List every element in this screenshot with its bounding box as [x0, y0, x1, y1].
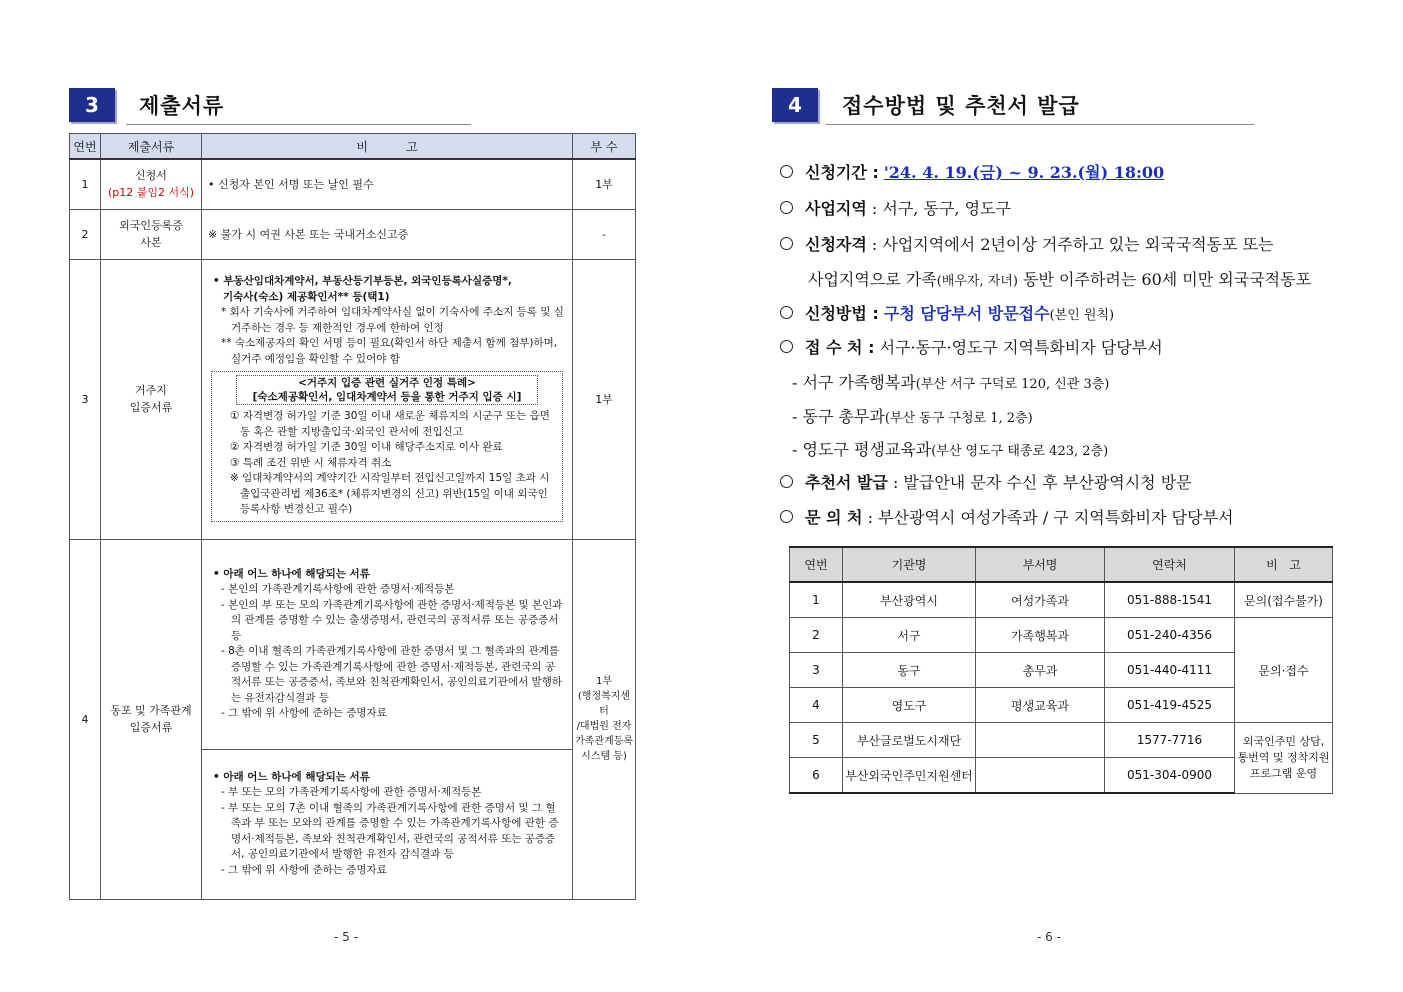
header-remark: 비 고	[202, 134, 573, 160]
section-number: 3	[69, 88, 115, 122]
table-row	[790, 723, 1333, 758]
info-label: 문 의 처	[805, 508, 863, 527]
info-value: (본인 원칙)	[1049, 308, 1115, 323]
cell-tel: 1577-7716	[1105, 723, 1235, 758]
family-notes-a	[203, 563, 571, 726]
cell-no: 1	[790, 582, 843, 618]
note-line: 기숙사(숙소) 제공확인서** 등(택1)	[223, 290, 390, 303]
row-no: 3	[70, 259, 101, 539]
header-doc: 제출서류	[101, 134, 202, 160]
circle-bullet-icon	[780, 340, 793, 353]
table-row	[70, 159, 636, 209]
info-label: 신청기간 :	[805, 163, 879, 182]
doc-note: (p12 붙임2 서식)	[107, 186, 195, 200]
row-no: 2	[70, 209, 101, 259]
cell-dept	[976, 758, 1105, 794]
table-header-row	[70, 134, 636, 160]
table-row	[70, 209, 636, 259]
cell-org: 동구	[843, 653, 976, 688]
info-office	[780, 335, 1163, 358]
table-row	[790, 618, 1333, 653]
office-address: (부산 동구 구청로 1, 2층)	[884, 411, 1033, 426]
section-number: 4	[772, 88, 818, 122]
box-line: ① 자격변경 허가일 기준 30일 이내 새로운 체류지의 시군구 또는 읍면동 혹은 관할 지방출입국·외국인 관서에 전입신고	[230, 410, 550, 438]
special-case-box	[211, 371, 563, 522]
row-no: 1	[70, 159, 101, 209]
cell-org: 부산글로벌도시재단	[843, 723, 976, 758]
circle-bullet-icon	[780, 237, 793, 250]
box-title	[236, 375, 538, 405]
office-address: (부산 서구 구덕로 120, 신관 3층)	[915, 377, 1110, 392]
row-copies: 1부 (행정복지센터 /대법원 전자 가족관계등록 시스템 등)	[573, 539, 636, 899]
info-label: 사업지역	[805, 199, 867, 218]
row-copies: 1부	[573, 259, 636, 539]
row-doc: 동포 및 가족관계 입증서류	[101, 539, 202, 899]
documents-table	[69, 133, 636, 900]
cell-no: 3	[790, 653, 843, 688]
contacts-table	[789, 546, 1333, 794]
office-address: (부산 영도구 태종로 423, 2층)	[931, 444, 1109, 459]
info-value: : 발급안내 문자 수신 후 부산광역시청 방문	[892, 473, 1192, 492]
info-label: 추천서 발급	[805, 473, 888, 492]
circle-bullet-icon	[780, 201, 793, 214]
office-seogu	[792, 370, 1109, 393]
cell-org: 부산외국인주민지원센터	[843, 758, 976, 794]
row-doc	[101, 159, 202, 209]
left-page	[0, 0, 700, 992]
info-label: 접 수 처 :	[805, 338, 875, 357]
box-line: ※ 임대차계약서의 계약기간 시작일부터 전입신고일까지 15일 초과 시 출입국관리법 제36조* (체류지변경의 신고) 위반(15일 이내 외국인등록사항 변경신고 필수)	[230, 472, 550, 516]
info-label: 신청자격	[805, 235, 867, 254]
cell-org: 부산광역시	[843, 582, 976, 618]
office-name: - 동구 총무과	[792, 407, 885, 426]
note-line: - 부 또는 모의 7촌 이내 혈족의 가족관계기록사항에 관한 증명서 및 그 혈족과 부 또는 모와의 관계를 증명할 수 있는 가족관계기록사항에 관한 증명서·제적등본, 족보와 친척관계확인서, 관련국의 공적서류 또는 공증증서, 공인의료기관에서 발행한 유전자 감식결과 등	[221, 801, 559, 861]
box-subtitle-text: [숙소제공확인서, 임대차계약서 등을 통한 거주지 입증 시]	[252, 391, 522, 404]
info-value: 서구·동구·영도구 지역특화비자 담당부서	[879, 338, 1163, 357]
cell-no: 5	[790, 723, 843, 758]
info-value: : 사업지역에서 2년이상 거주하고 있는 외국국적동포 또는	[871, 235, 1274, 254]
page-number: - 6 -	[1037, 930, 1061, 944]
cell-note: 외국인주민 상담, 통번역 및 정착지원 프로그램 운영	[1235, 723, 1333, 794]
info-label: 신청방법 :	[805, 304, 879, 323]
row-remark: ※ 불가 시 여권 사본 또는 국내거소신고증	[202, 209, 573, 259]
info-qualification-cont	[808, 267, 1311, 290]
note-line: ** 숙소제공자의 확인 서명 등이 필요(확인서 하단 제출서 함께 첨부)하며, 실거주 예정임을 확인할 수 있어야 함	[221, 337, 558, 365]
cell-dept: 평생교육과	[976, 688, 1105, 723]
note-line: - 그 밖에 위 사항에 준하는 증명자료	[221, 707, 387, 719]
info-method	[780, 301, 1114, 324]
section-header-3	[69, 88, 224, 122]
info-inquiry	[780, 505, 1233, 528]
header-note: 비 고	[1235, 547, 1333, 582]
circle-bullet-icon	[780, 306, 793, 319]
table-row	[70, 259, 636, 539]
info-period	[780, 160, 1164, 183]
row-copies: -	[573, 209, 636, 259]
cell-dept: 여성가족과	[976, 582, 1105, 618]
cell-tel: 051-419-4525	[1105, 688, 1235, 723]
note-line: - 8촌 이내 혈족의 가족관계기록사항에 관한 증명서 및 그 혈족과의 관계를 증명할 수 있는 가족관계기록사항에 관한 증명서·제적등본, 관련국의 공적서류 또는 공증증서, 족보와 친척관계확인서, 공인의료기관에서 발행하는 유전자감식결과 등	[221, 645, 562, 704]
cell-tel: 051-888-1541	[1105, 582, 1235, 618]
row-remark	[202, 259, 573, 539]
info-value: : 부산광역시 여성가족과 / 구 지역특화비자 담당부서	[867, 508, 1234, 527]
note-line: - 그 밖에 위 사항에 준하는 증명자료	[221, 863, 387, 876]
row-remark-a	[202, 539, 573, 749]
section-header-4	[772, 88, 1080, 122]
row-no: 4	[70, 539, 101, 899]
note-line: • 아래 어느 하나에 해당되는 서류	[213, 567, 370, 580]
circle-bullet-icon	[780, 510, 793, 523]
cell-tel: 051-304-0900	[1105, 758, 1235, 794]
cell-tel: 051-240-4356	[1105, 618, 1235, 653]
box-line: ② 자격변경 허가일 기준 30일 이내 해당주소지로 이사 완료	[230, 441, 503, 454]
section-title: 제출서류	[139, 94, 225, 118]
section-underline	[826, 124, 1254, 125]
office-yeongdo	[792, 437, 1108, 460]
table-row	[70, 539, 636, 749]
cell-org: 서구	[843, 618, 976, 653]
info-value: (배우자, 자녀)	[936, 274, 1018, 289]
header-tel: 연락처	[1105, 547, 1235, 582]
office-donggu	[792, 404, 1033, 427]
row-remark-b	[202, 749, 573, 899]
family-notes-b	[203, 766, 571, 883]
row-doc: 거주지 입증서류	[101, 259, 202, 539]
box-line: ③ 특례 조건 위반 시 체류자격 취소	[230, 456, 392, 469]
cell-note: 문의·접수	[1235, 618, 1333, 723]
header-org: 기관명	[843, 547, 976, 582]
cell-no: 2	[790, 618, 843, 653]
header-no: 연번	[790, 547, 843, 582]
cell-note: 문의(접수불가)	[1235, 582, 1333, 618]
box-title-text: <거주지 입증 관련 실거주 인정 특례>	[298, 377, 476, 390]
cell-dept	[976, 723, 1105, 758]
row-copies: 1부	[573, 159, 636, 209]
cell-dept: 가족행복과	[976, 618, 1105, 653]
header-no: 연번	[70, 134, 101, 160]
cell-org: 영도구	[843, 688, 976, 723]
info-value: '24. 4. 19.(금) ~ 9. 23.(월) 18:00	[883, 163, 1165, 182]
section-underline	[126, 124, 471, 125]
info-qualification	[780, 232, 1274, 255]
row-remark: • 신청자 본인 서명 또는 날인 필수	[202, 159, 573, 209]
info-area	[780, 196, 1011, 219]
table-row	[790, 582, 1333, 618]
note-line: - 본인의 가족관계기록사항에 관한 증명서·제적등본	[221, 583, 455, 595]
info-value: 사업지역으로 가족	[808, 270, 937, 289]
circle-bullet-icon	[780, 165, 793, 178]
info-value: 구청 담당부서 방문접수	[883, 304, 1050, 323]
cell-dept: 총무과	[976, 653, 1105, 688]
office-name: - 서구 가족행복과	[792, 373, 916, 392]
note-line: * 회사 기숙사에 거주하여 임대차계약사실 없이 기숙사에 주소지 등록 및 실거주하는 경우 등 제한적인 경우에 한하여 인정	[221, 306, 564, 334]
row-doc: 외국인등록증 사본	[101, 209, 202, 259]
office-name: - 영도구 평생교육과	[792, 440, 932, 459]
circle-bullet-icon	[780, 475, 793, 488]
residence-notes	[203, 270, 571, 528]
info-value: 동반 이주하려는 60세 미만 외국국적동포	[1017, 270, 1312, 289]
section-title: 접수방법 및 추천서 발급	[842, 94, 1080, 118]
table-header-row	[790, 547, 1333, 582]
note-line: - 부 또는 모의 가족관계기록사항에 관한 증명서·제적등본	[221, 786, 482, 799]
cell-no: 6	[790, 758, 843, 794]
info-value: : 서구, 동구, 영도구	[871, 199, 1011, 218]
note-line: • 부동산임대차계약서, 부동산등기부등본, 외국인등록사실증명*,	[213, 275, 512, 288]
cell-tel: 051-440-4111	[1105, 653, 1235, 688]
header-dept: 부서명	[976, 547, 1105, 582]
page-number: - 5 -	[334, 930, 358, 944]
info-recommendation	[780, 470, 1192, 493]
doc-name: 신청서	[135, 169, 167, 183]
cell-no: 4	[790, 688, 843, 723]
note-line: • 아래 어느 하나에 해당되는 서류	[213, 770, 370, 783]
header-copies: 부 수	[573, 134, 636, 160]
note-line: - 본인의 부 또는 모의 가족관계기록사항에 관한 증명서·제적등본 및 본인과의 관계를 증명할 수 있는 출생증명서, 관련국의 공적서류 또는 공증증서 등	[221, 598, 563, 642]
